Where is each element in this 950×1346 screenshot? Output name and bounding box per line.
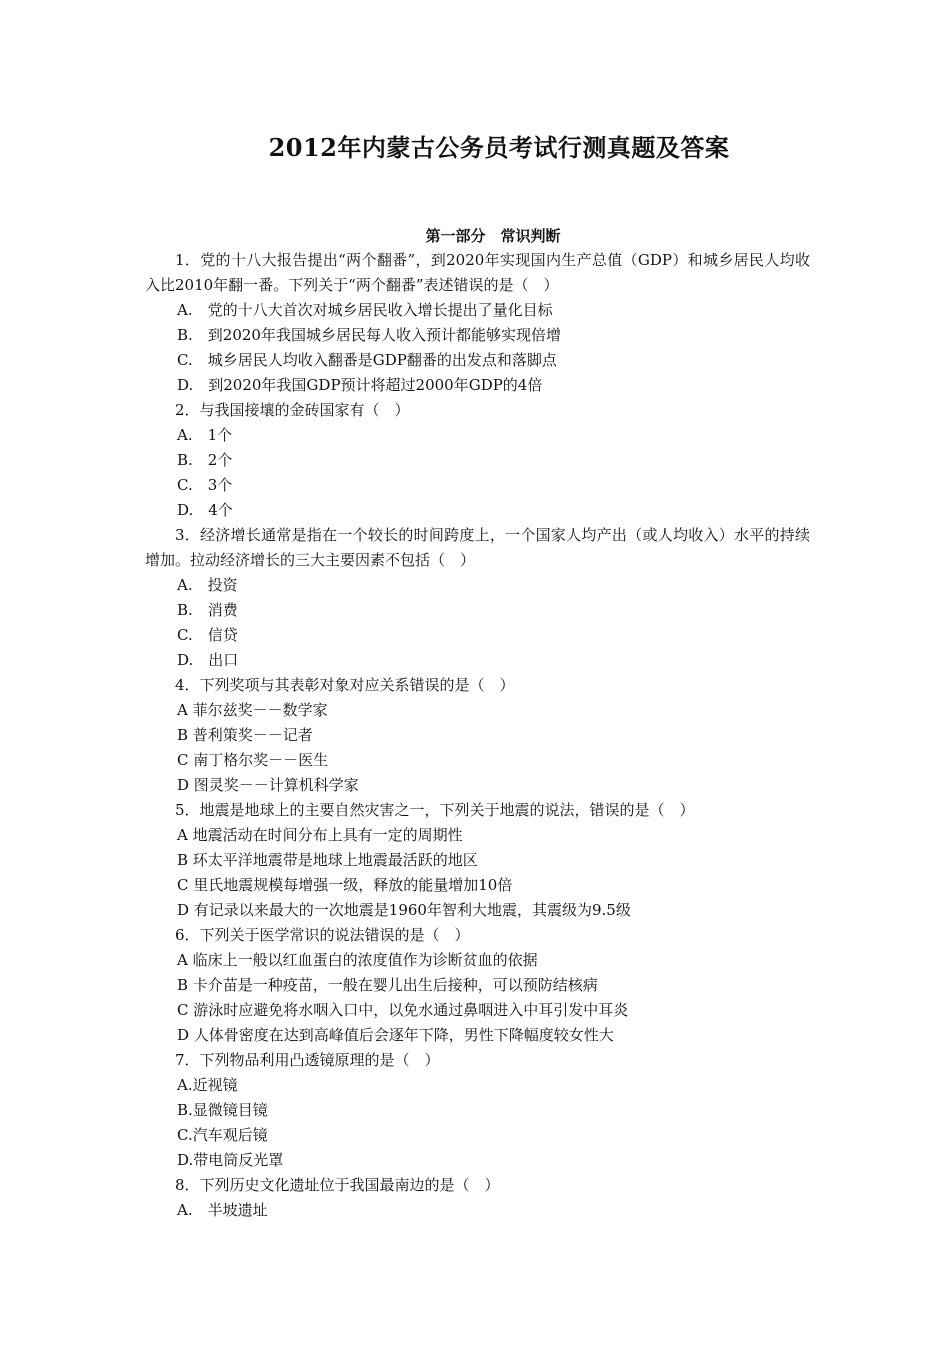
option-d: D.带电筒反光罩 — [177, 1151, 284, 1169]
option-a: A 临床上一般以红血蛋白的浓度值作为诊断贫血的依据 — [177, 951, 538, 969]
option-b: B. 到2020年我国城乡居民每人收入预计都能够实现倍增 — [177, 326, 561, 344]
option-d: D. 到2020年我国GDP预计将超过2000年GDP的4倍 — [177, 376, 543, 394]
option-d: D 图灵奖－－计算机科学家 — [177, 776, 359, 794]
option-c: C 游泳时应避免将水咽入口中，以免水通过鼻咽进入中耳引发中耳炎 — [177, 1001, 629, 1019]
option-a: A.近视镜 — [177, 1076, 238, 1094]
option-a: A 地震活动在时间分布上具有一定的周期性 — [177, 826, 463, 844]
question-stem: 4．下列奖项与其表彰对象对应关系错误的是（ ） — [175, 676, 515, 694]
section-heading: 第一部分 常识判断 — [425, 227, 561, 245]
question-4 — [145, 673, 810, 798]
option-d: D 有记录以来最大的一次地震是1960年智利大地震，其震级为9.5级 — [177, 901, 631, 919]
question-stem: 3．经济增长通常是指在一个较长的时间跨度上，一个国家人均产出（或人均收入）水平的持续增加。拉动经济增长的三大主要因素不包括（ ） — [145, 526, 810, 569]
question-stem: 2．与我国接壤的金砖国家有（ ） — [175, 401, 410, 419]
question-stem: 7．下列物品利用凸透镜原理的是（ ） — [175, 1051, 440, 1069]
option-b: B. 消费 — [177, 601, 238, 619]
option-d: D. 4个 — [177, 501, 233, 519]
question-stem: 5．地震是地球上的主要自然灾害之一，下列关于地震的说法，错误的是（ ） — [175, 801, 695, 819]
option-c: C 南丁格尔奖－－医生 — [177, 751, 329, 769]
question-1 — [145, 248, 810, 398]
question-stem: 8．下列历史文化遗址位于我国最南边的是（ ） — [175, 1176, 500, 1194]
question-stem: 1．党的十八大报告提出“两个翻番”，到2020年实现国内生产总值（GDP）和城乡居民人均收入比2010年翻一番。下列关于“两个翻番”表述错误的是（ ） — [145, 251, 810, 294]
option-b: B 环太平洋地震带是地球上地震最活跃的地区 — [177, 851, 478, 869]
question-list — [145, 248, 810, 1223]
question-8 — [145, 1173, 810, 1223]
option-b: B 普利策奖－－记者 — [177, 726, 313, 744]
option-d: D. 出口 — [177, 651, 239, 669]
option-c: C.汽车观后镜 — [177, 1126, 268, 1144]
option-a: A. 1个 — [177, 426, 233, 444]
option-c: C. 3个 — [177, 476, 233, 494]
question-2 — [145, 398, 810, 523]
question-7 — [145, 1048, 810, 1173]
page-title: 2012年内蒙古公务员考试行测真题及答案 — [268, 133, 730, 162]
option-c: C 里氏地震规模每增强一级，释放的能量增加10倍 — [177, 876, 513, 894]
option-a: A. 投资 — [177, 576, 238, 594]
option-c: C. 信贷 — [177, 626, 238, 644]
option-a: A. 党的十八大首次对城乡居民收入增长提出了量化目标 — [177, 301, 553, 319]
question-stem: 6．下列关于医学常识的说法错误的是（ ） — [175, 926, 470, 944]
option-d: D 人体骨密度在达到高峰值后会逐年下降，男性下降幅度较女性大 — [177, 1026, 614, 1044]
question-3 — [145, 523, 810, 673]
option-b: B.显微镜目镜 — [177, 1101, 268, 1119]
option-a: A 菲尔兹奖－－数学家 — [177, 701, 328, 719]
option-b: B. 2个 — [177, 451, 233, 469]
question-6 — [145, 923, 810, 1048]
option-c: C. 城乡居民人均收入翻番是GDP翻番的出发点和落脚点 — [177, 351, 557, 369]
option-b: B 卡介苗是一种疫苗，一般在婴儿出生后接种，可以预防结核病 — [177, 976, 598, 994]
option-a: A. 半坡遗址 — [177, 1201, 268, 1219]
question-5 — [145, 798, 810, 923]
